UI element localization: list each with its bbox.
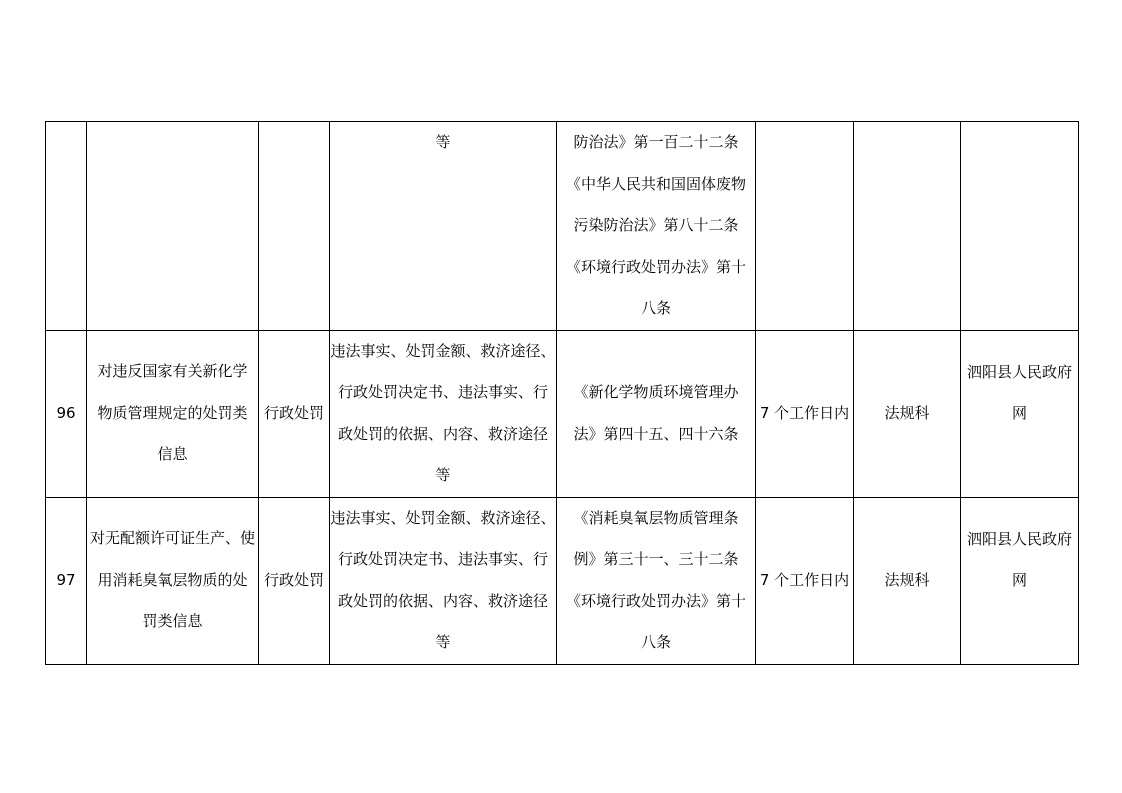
department-cell: [854, 122, 961, 331]
content-line: 政处罚的依据、内容、救济途径: [337, 591, 548, 610]
basis-line: 八条: [640, 633, 671, 651]
content-line: 等: [435, 633, 451, 651]
item-cell: [87, 497, 259, 664]
table-row: [46, 330, 1079, 497]
basis-line: 《环境行政处罚办法》第十: [565, 257, 746, 276]
time-limit-cell: 7 个工作日内: [756, 497, 854, 664]
channel-line: 泗阳县人民政府: [966, 529, 1072, 548]
item-cell: [87, 122, 259, 331]
basis-line: 《新化学物质环境管理办: [573, 383, 739, 401]
channel-line: 网: [1011, 571, 1027, 589]
item-line: 对违反国家有关新化学: [97, 362, 248, 381]
content-line: 行政处罚决定书、违法事实、行: [337, 383, 548, 401]
department-cell: 法规科: [854, 330, 961, 497]
content-line: 违法事实、处罚金额、救济途径、: [330, 341, 556, 360]
item-cell: [87, 330, 259, 497]
basis-line: 《消耗臭氧层物质管理条: [573, 508, 739, 527]
channel-cell: [961, 330, 1079, 497]
row-number-cell: 96: [46, 330, 87, 497]
channel-line: 网: [1011, 404, 1027, 422]
basis-line: 《环境行政处罚办法》第十: [565, 591, 746, 610]
category-cell: [259, 122, 330, 331]
item-line: 物质管理规定的处罚类: [97, 403, 248, 422]
item-line: 罚类信息: [142, 612, 203, 631]
basis-line: 法》第四十五、四十六条: [573, 424, 739, 443]
content-cell: [330, 122, 557, 331]
basis-line: 《中华人民共和国固体废物: [565, 174, 746, 193]
basis-cell: [557, 497, 756, 664]
content-cell: [330, 497, 557, 664]
category-cell: 行政处罚: [259, 330, 330, 497]
disclosure-table: [45, 121, 1079, 665]
channel-cell: [961, 122, 1079, 331]
content-line: 违法事实、处罚金额、救济途径、: [330, 508, 556, 527]
content-cell: [330, 330, 557, 497]
time-limit-cell: 7 个工作日内: [756, 330, 854, 497]
content-line: 行政处罚决定书、违法事实、行: [337, 550, 548, 568]
content-line: 等: [435, 466, 451, 484]
basis-line: 污染防治法》第八十二条: [573, 216, 739, 234]
basis-line: 八条: [640, 299, 671, 317]
basis-line: 防治法》第一百二十二条: [573, 133, 739, 151]
time-limit-cell: [756, 122, 854, 331]
department-cell: 法规科: [854, 497, 961, 664]
item-line: 对无配额许可证生产、使: [89, 529, 255, 548]
row-number-cell: [46, 122, 87, 331]
basis-cell: [557, 330, 756, 497]
channel-cell: [961, 497, 1079, 664]
item-line: 信息: [157, 445, 188, 464]
item-line: 用消耗臭氧层物质的处: [97, 570, 248, 589]
channel-line: 泗阳县人民政府: [966, 362, 1072, 381]
category-cell: 行政处罚: [259, 497, 330, 664]
content-line: 等: [435, 133, 451, 151]
table-row: [46, 497, 1079, 664]
content-line: 政处罚的依据、内容、救济途径: [337, 424, 548, 443]
table-row: [46, 122, 1079, 331]
basis-line: 例》第三十一、三十二条: [573, 550, 739, 568]
row-number-cell: 97: [46, 497, 87, 664]
basis-cell: [557, 122, 756, 331]
